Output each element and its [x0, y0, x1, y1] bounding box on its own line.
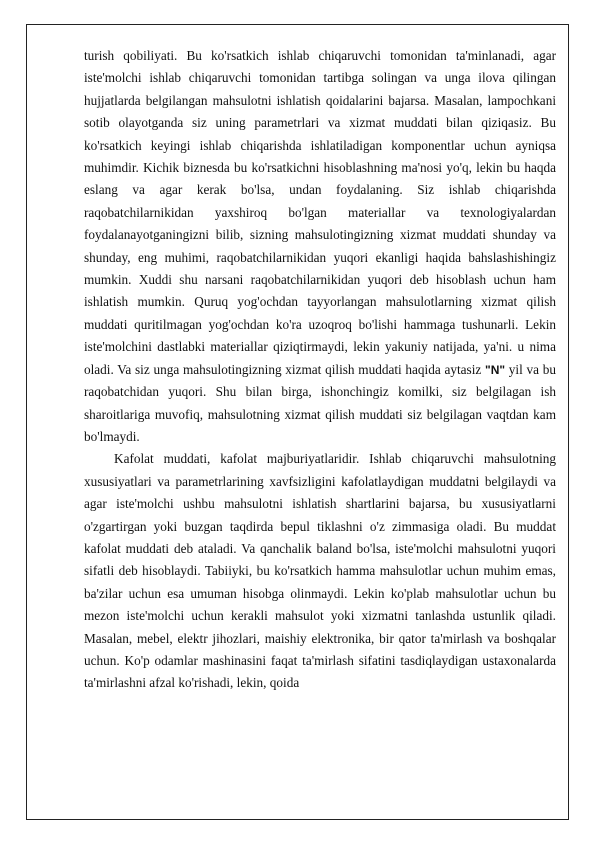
paragraph-text-part: yil va bu raqobatchidan yuqori. Shu bilan birga, ishonchingiz komilki, siz belgilagan ish sharoitlariga muvofiq, mahsulotning xizmat qilish muddati siz belgilagan vaqtdan kam bo'lmaydi.: [84, 361, 556, 444]
paragraph-service-life: [84, 45, 556, 448]
paragraph-text-part: turish qobiliyati. Bu ko'rsatkich ishlab chiqaruvchi tomonidan ta'minlanadi, agar iste'molchi ishlab chiqaruvchi tomonidan tartibga solingan va unga ilova qilingan hujjatlarda belgilangan mahsulotni ishlatish qoidalarini bajarsa. Masalan, lampochkani sotib olayotganda siz uning parametrlari va xizmat muddati bilan qiziqasiz. Bu ko'rsatkich keyingi ishlab chiqarishda ishlatiladigan komponentlar uchun ayniqsa muhimdir. Kichik biznesda bu ko'rsatkichni hisoblashning ma'nosi yo'q, lekin bu haqda eslang va agar kerak bo'lsa, undan foydalaning. Siz ishlab chiqarishda raqobatchilarnikidan yaxshiroq bo'lgan materiallar va texnologiyalardan foydalanayotganingizni bilib, sizning mahsulotingizning xizmat muddati shunday va shunday, eng muhimi, raqobatchilarnikidan yuqori ekanligi haqida bahslashishingiz mumkin. Xuddi shu narsani raqobatchilarnikidan yuqori deb hisoblash uchun ham ishlatish mumkin. Quruq yog'ochdan tayyorlangan mahsulotlarning xizmat qilish muddati quritilmagan yog'ochdan ko'ra uzoqroq bo'lishi hammaga tushunarli. Lekin iste'molchini dastlabki materiallar qiziqtirmaydi, lekin yakuniy natijada, ya'ni. u nima oladi. Va siz unga mahsulotingizning xizmat qilish muddati haqida aytasiz: [84, 48, 556, 377]
paragraph-warranty: Kafolat muddati, kafolat majburiyatlaridir. Ishlab chiqaruvchi mahsulotning xususiyatlari va parametrlarining xavfsizligini kafolatlaydigan muddatni belgilaydi va agar iste'molchi ushbu mahsulotni ishlatish shartlarini bajarsa, bu xususiyatlarni o'zgartirgan yoki buzgan taqdirda bepul tiklashni o'z zimmasiga oladi. Bu muddat kafolat muddati deb ataladi. Va qanchalik baland bo'lsa, iste'molchi mahsulotni yuqori sifatli deb hisoblaydi. Tabiiyki, bu ko'rsatkich hamma mahsulotlar uchun muhim emas, ba'zilar uchun esa umuman hisobga olinmaydi. Lekin ko'plab mahsulotlar uchun bu mezon iste'molchi uchun kerakli mahsulot yoki xizmatni tanlashda ustunlik qiladi. Masalan, mebel, elektr jihozlari, maishiy elektronika, bir qator ta'mirlash va boshqalar uchun. Ko'p odamlar mashinasini faqat ta'mirlash sifatini tasdiqlaydigan ustaxonalarda ta'mirlashni afzal ko'rishadi, lekin, qoida: [84, 451, 556, 691]
document-body: [84, 45, 556, 695]
n-years-marker: "N": [485, 362, 506, 377]
